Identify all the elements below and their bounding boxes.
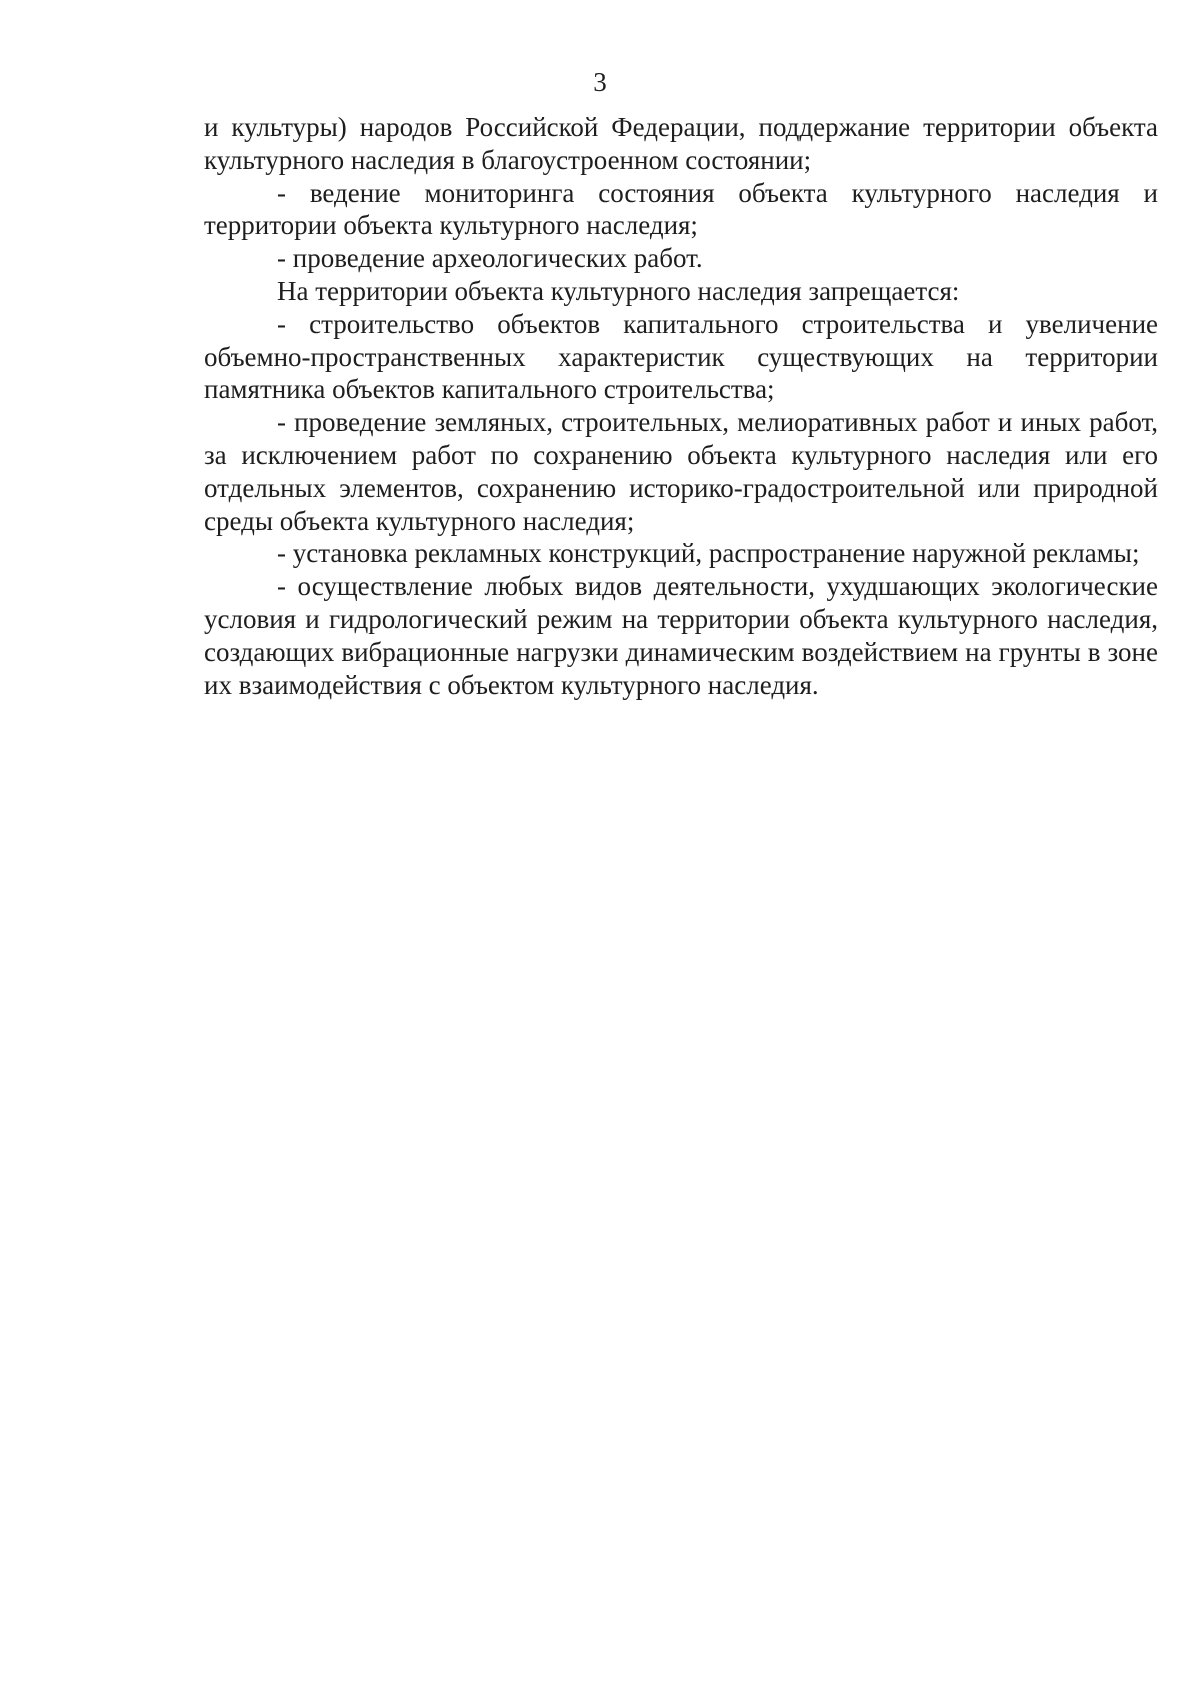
paragraph-continuation: и культуры) народов Российской Федерации, поддержание территории объекта культурного наследия в благоустроенном состоянии; xyxy=(204,112,1158,175)
prohibitions-heading: На территории объекта культурного наследия запрещается: xyxy=(277,275,960,306)
list-item-construction: - строительство объектов капитального строительства и увеличение объемно-пространственных характеристик существующих на территории памятника объектов капитального строительства; xyxy=(204,308,1158,405)
list-item-activities: - осуществление любых видов деятельности, ухудшающих экологические условия и гидрологический режим на территории объекта культурного наследия, создающих вибрационные нагрузки динамическим воздействием на грунты в зоне их взаимодействия с объектом культурного наследия. xyxy=(204,571,1158,700)
document-body xyxy=(204,111,1158,701)
list-item-archaeology: - проведение археологических работ. xyxy=(277,243,703,274)
list-item-earthworks: - проведение земляных, строительных, мелиоративных работ и иных работ, за исключением работ по сохранению объекта культурного наследия или его отдельных элементов, сохранению историко-градостроительной или природной среды объекта культурного наследия; xyxy=(204,407,1158,536)
page-number: 3 xyxy=(593,67,607,97)
list-item-monitoring: - ведение мониторинга состояния объекта культурного наследия и территории объекта культурного наследия; xyxy=(204,177,1158,241)
list-item-advertising: - установка рекламных конструкций, распространение наружной рекламы; xyxy=(277,538,1140,569)
